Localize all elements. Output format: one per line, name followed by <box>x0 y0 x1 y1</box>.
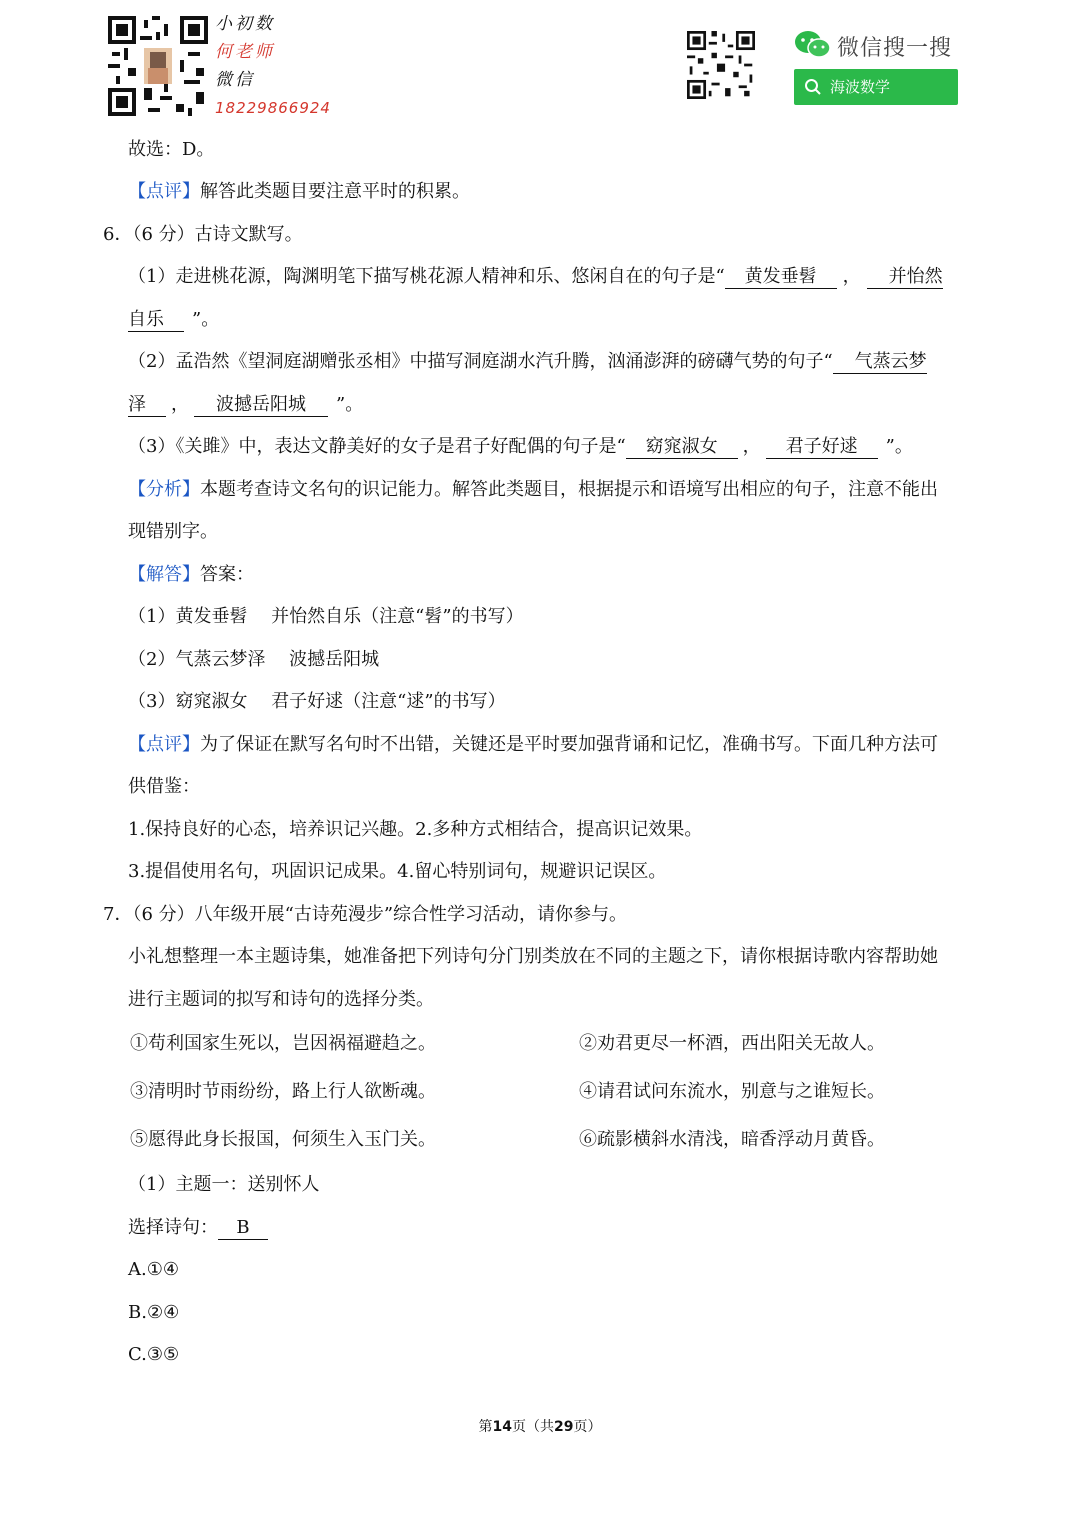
option-b: B.②④ <box>128 1302 180 1323</box>
comment-text: 为了保证在默写名句时不出错，关键还是平时要加强背诵和记忆，准确书写。下面几种方法可 <box>200 734 938 755</box>
question-title: （6 分）古诗文默写。 <box>132 224 303 245</box>
comment2-line2: 供借鉴： <box>128 776 200 797</box>
separator: ， <box>742 436 761 457</box>
search-button[interactable] <box>794 69 958 105</box>
q6-part1-line2 <box>128 308 219 332</box>
closing-quote: ”。 <box>336 394 364 415</box>
poem-item-5 <box>130 1128 436 1152</box>
question-number: 7． <box>103 904 133 925</box>
comment-line <box>128 180 470 204</box>
q6-part1-prompt: （1）走进桃花源，陶渊明笔下描写桃花源人精神和乐、悠闲自在的句子是“ <box>128 266 725 287</box>
closing-quote: ”。 <box>192 309 220 330</box>
analysis-text: 本题考查诗文名句的识记能力。解答此类题目，根据提示和语境写出相应的句子，注意不能出 <box>200 479 938 500</box>
theme-1-selection <box>128 1216 268 1240</box>
total-page-number: 29 <box>554 1419 574 1435</box>
poem-number: ② <box>579 1033 597 1054</box>
fill-blank-answer: 自乐 <box>128 309 184 332</box>
wechat-search-title: 微信搜一搜 <box>837 36 953 61</box>
method-line-1: 1.保持良好的心态，培养识记兴趣。2.多种方式相结合，提高识记效果。 <box>128 819 703 840</box>
comment-text: 解答此类题目要注意平时的积累。 <box>200 181 470 202</box>
answer-3: （3）窈窕淑女 君子好逑（注意“逑”的书写） <box>128 691 506 712</box>
handwritten-note-1: 小初数 <box>215 14 275 34</box>
q6-part3-line <box>128 435 913 459</box>
selection-answer: B <box>218 1217 268 1240</box>
analysis-line1 <box>128 478 938 502</box>
poem-item-4 <box>579 1080 885 1104</box>
poem-item-3 <box>130 1080 436 1104</box>
question-title: （6 分）八年级开展“古诗苑漫步”综合性学习活动，请你参与。 <box>132 904 628 925</box>
q7-paragraph-line2: 进行主题词的拟写和诗句的选择分类。 <box>128 989 434 1010</box>
footer-suffix: 页） <box>573 1419 602 1435</box>
current-page-number: 14 <box>492 1419 512 1435</box>
theme-1-title: （1）主题一：送别怀人 <box>128 1174 320 1195</box>
fill-blank-answer: 泽 <box>128 394 166 417</box>
fill-blank-answer: 黄发垂髫 <box>725 266 837 289</box>
handwritten-phone: 18229866924 <box>215 99 331 117</box>
q6-part2-prompt: （2）孟浩然《望洞庭湖赠张丞相》中描写洞庭湖水汽升腾，汹涌澎湃的磅礴气势的句子“ <box>128 351 833 372</box>
poem-number: ① <box>130 1033 148 1054</box>
q6-part2-line1 <box>128 350 927 374</box>
qr-code-icon <box>108 16 208 116</box>
question-number: 6． <box>103 224 133 245</box>
poem-number: ⑤ <box>130 1129 148 1150</box>
handwritten-note-3: 微信 <box>215 70 255 90</box>
poem-number: ③ <box>130 1081 148 1102</box>
handwritten-note-2: 何老师 <box>215 42 275 62</box>
analysis-tag: 【分析】 <box>128 479 200 500</box>
contact-qr-code[interactable] <box>108 16 208 116</box>
wechat-qr-code[interactable] <box>687 31 755 99</box>
poem-item-1 <box>130 1032 436 1056</box>
poem-number: ⑥ <box>579 1129 597 1150</box>
q7-paragraph-line1: 小礼想整理一本主题诗集，她准备把下列诗句分门别类放在不同的主题之下，请你根据诗歌内容帮助她 <box>128 946 938 967</box>
q6-part2-line2 <box>128 393 363 417</box>
separator: ， <box>842 266 861 287</box>
answer-1: （1）黄发垂髫 并怡然自乐（注意“髫”的书写） <box>128 606 524 627</box>
search-button-label: 海波数学 <box>830 78 891 96</box>
analysis-line2: 现错别字。 <box>128 521 218 542</box>
poem-text: 劝君更尽一杯酒，西出阳关无故人。 <box>597 1033 885 1054</box>
fill-blank-answer: 君子好逑 <box>766 436 878 459</box>
poem-item-2 <box>579 1032 885 1056</box>
footer-prefix: 第 <box>478 1419 493 1435</box>
solution-line <box>128 563 254 587</box>
comment-tag: 【点评】 <box>128 734 200 755</box>
q6-part1-line1 <box>128 265 943 289</box>
question-6-heading <box>103 223 303 247</box>
method-line-2: 3.提倡使用名句，巩固识记成果。4.留心特别词句，规避识记误区。 <box>128 861 667 882</box>
fill-blank-answer: 气蒸云梦 <box>833 351 927 374</box>
option-a: A.①④ <box>128 1259 179 1280</box>
fill-blank-answer: 波撼岳阳城 <box>194 394 328 417</box>
answer-2: （2）气蒸云梦泽 波撼岳阳城 <box>128 649 380 670</box>
qr-code-icon <box>687 31 755 99</box>
fill-blank-answer: 窈窕淑女 <box>626 436 738 459</box>
poem-number: ④ <box>579 1081 597 1102</box>
page-footer <box>0 1416 1080 1436</box>
closing-quote: ”。 <box>885 436 913 457</box>
solution-text: 答案： <box>200 564 254 585</box>
poem-text: 苟利国家生死以，岂因祸福避趋之。 <box>148 1033 436 1054</box>
footer-mid: 页（共 <box>512 1419 554 1435</box>
search-icon <box>804 78 822 96</box>
option-c: C.③⑤ <box>128 1344 180 1365</box>
answer-choice-line: 故选：D。 <box>128 139 215 160</box>
wechat-logo-icon <box>794 30 832 60</box>
selection-label: 选择诗句： <box>128 1217 218 1238</box>
poem-text: 清明时节雨纷纷，路上行人欲断魂。 <box>148 1081 436 1102</box>
poem-text: 愿得此身长报国，何须生入玉门关。 <box>148 1129 436 1150</box>
q6-part3-prompt: （3）《关雎》中，表达文静美好的女子是君子好配偶的句子是“ <box>128 436 626 457</box>
poem-item-6 <box>579 1128 885 1152</box>
question-7-heading <box>103 903 627 927</box>
solution-tag: 【解答】 <box>128 564 200 585</box>
comment-tag: 【点评】 <box>128 181 200 202</box>
separator: ， <box>171 394 189 415</box>
comment2-line1 <box>128 733 938 757</box>
poem-text: 疏影横斜水清浅，暗香浮动月黄昏。 <box>597 1129 885 1150</box>
fill-blank-answer: 并怡然 <box>867 266 943 289</box>
poem-text: 请君试问东流水，别意与之谁短长。 <box>597 1081 885 1102</box>
